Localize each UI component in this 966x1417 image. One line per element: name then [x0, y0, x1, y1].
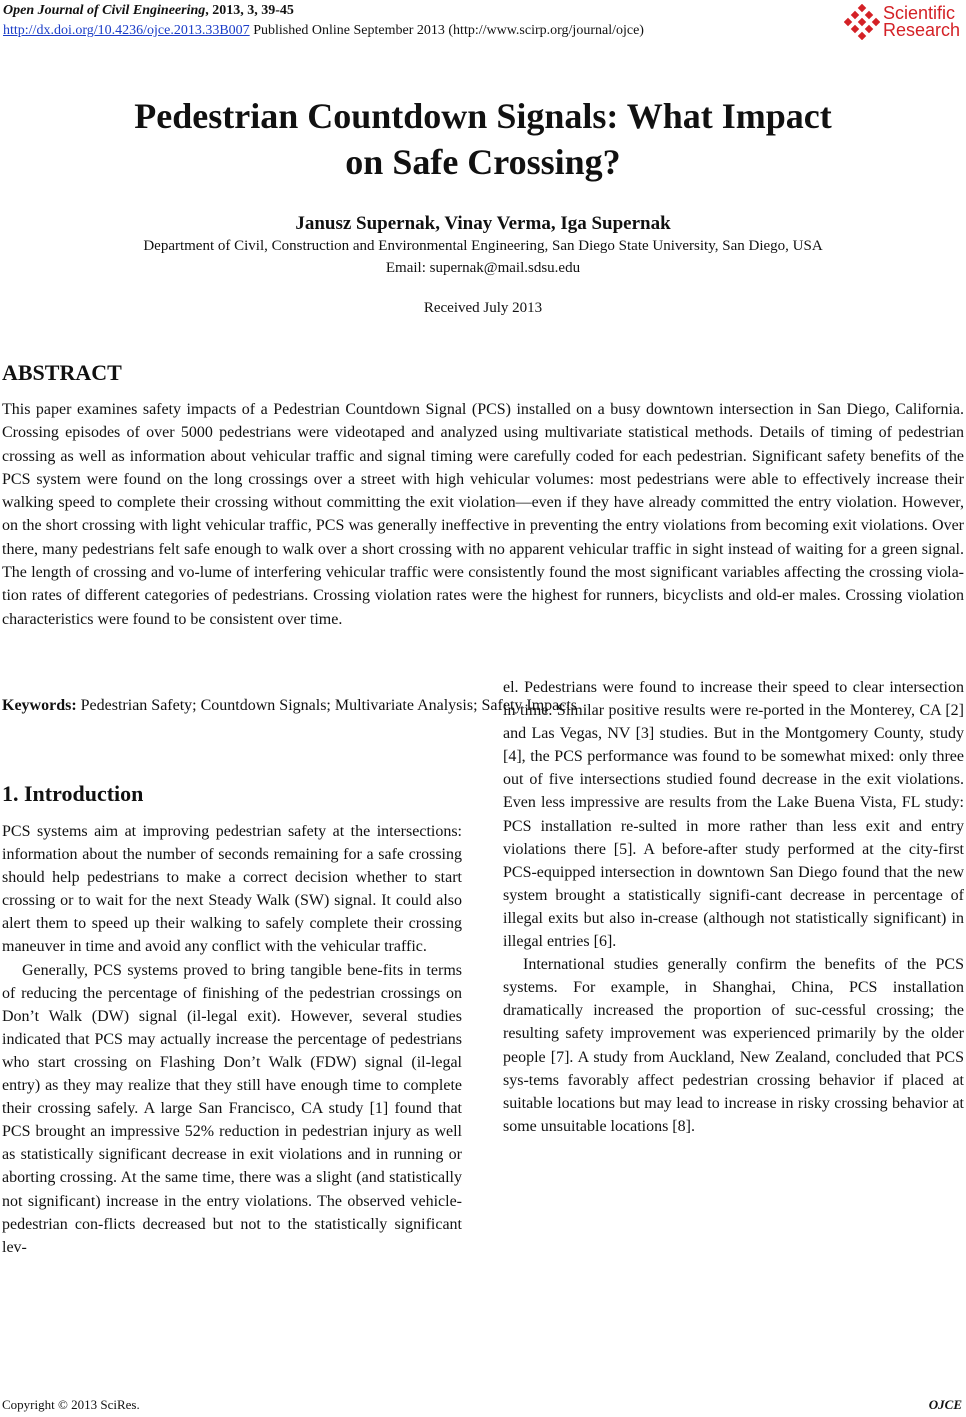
paper-title	[0, 93, 966, 185]
journal-abbreviation: OJCE	[928, 1397, 962, 1412]
scirp-logo-icon	[844, 4, 880, 40]
journal-name: Open Journal of Civil Engineering	[3, 3, 206, 18]
keywords-label: Keywords:	[2, 697, 77, 714]
keywords-text: Pedestrian Safety; Countdown Signals; Multivariate Analysis; Safety Impacts	[76, 697, 578, 714]
journal-citation: , 2013, 3, 39-45	[205, 3, 294, 18]
publisher-logo	[844, 4, 960, 40]
received-date: Received July 2013	[423, 300, 543, 316]
affiliation: Department of Civil, Construction and Environmental Engineering, San Diego State University, San Diego, USA	[143, 238, 823, 254]
section-heading-introduction: 1. Introduction	[2, 781, 144, 806]
doi-line	[3, 21, 644, 41]
intro-paragraph-3: el. Pedestrians were found to increase their speed to clear intersection in time. Similar positive results were re-ported in the Monterey, CA [2] and Las Vegas, NV [3] studies. But in the Montgomery County, study [4], the PCS performance was found to be somewhat mixed: only three out of five intersections studied found decrease in the exit violations. Even less impressive are results from the Lake Buena Vista, FL study: PCS installation re-sulted in more rather than less exit and entry violations there [5]. A before-after study performed at the city-first PCS-equipped intersection in downtown San Diego found that the new system brought a statistically signifi-cant decrease in percentage of illegal exits but also in-crease (although not statistically significant) in illegal entries [6].	[503, 679, 964, 951]
right-column	[503, 676, 964, 1138]
logo-line-2: Research	[882, 20, 960, 40]
title-line-2: on Safe Crossing?	[345, 142, 621, 182]
page-footer	[2, 1397, 962, 1413]
logo-wordmark	[883, 5, 960, 39]
left-column	[2, 820, 462, 1259]
intro-paragraph-4: International studies generally confirm the benefits of the PCS systems. For example, in Shanghai, China, PCS installation dramatically increased the proportion of suc-cessful crossing; the resulting safety improvement was experienced primarily by the older people [7]. A study from Auckland, New Zealand, concluded that PCS sys-tems favorably affect pedestrian crossing behavior if placed at suitable locations but may lead to increase in risky crossing behavior at some unsuitable locations [8].	[503, 956, 964, 1135]
publication-info: Published Online September 2013 (http://www.scirp.org/journal/ojce)	[249, 23, 644, 38]
title-line-1: Pedestrian Countdown Signals: What Impact	[134, 96, 832, 136]
abstract-text: This paper examines safety impacts of a Pedestrian Countdown Signal (PCS) installed on a busy downtown intersection in San Diego, California. Crossing episodes of over 5000 pedestrians were videotaped and analyzed using multivariate statistical methods. Details of timing of pedestrian crossing as well as information about vehicular traffic and signal timing were carefully coded for each pedestrian. Significant safety benefits of the PCS system were found on the long crossings over a street with high vehicular volumes: most pedestrians were able to effectively increase their walking speed to complete their crossing without committing the exit violation—even if they have already committed the entry violation. However, on the short crossing with light vehicular traffic, PCS was generally ineffective in preventing the entry violations from becoming exit violations. Over there, many pedestrians felt safe enough to walk over a short crossing with no apparent vehicular traffic in sight instead of waiting for a green signal. The length of crossing and vo-lume of interfering vehicular traffic were consistently found the most significant variables affecting the crossing viola-tion rates of different categories of pedestrians. Crossing violation rates were the highest for runners, bicyclists and old-er males. Crossing violation characteristics were found to be consistent over time.	[2, 401, 964, 628]
intro-paragraph-1: PCS systems aim at improving pedestrian safety at the intersections: information about the number of seconds remaining for a safe crossing should help pedestrians to make a correct decision whether to start crossing or to wait for the next Steady Walk (SW) signal. It could also alert them to speed up their walking to safely complete their crossing maneuver in time and avoid any conflict with the vehicular traffic.	[2, 823, 462, 956]
abstract-heading: ABSTRACT	[2, 360, 122, 385]
keywords	[2, 697, 577, 715]
authors: Janusz Supernak, Vinay Verma, Iga Supernak	[295, 213, 671, 234]
copyright-notice: Copyright © 2013 SciRes.	[2, 1397, 140, 1412]
author-email: Email: supernak@mail.sdsu.edu	[385, 260, 581, 276]
doi-link[interactable]: http://dx.doi.org/10.4236/ojce.2013.33B007	[3, 23, 250, 38]
logo-line-1: Scientific	[882, 3, 955, 23]
citation-line	[3, 1, 644, 21]
running-header	[3, 1, 644, 41]
intro-paragraph-2: Generally, PCS systems proved to bring tangible bene-fits in terms of reducing the percentage of finishing of the pedestrian crossings on Don’t Walk (DW) signal (il-legal exit). However, several studies indicated that PCS may actually increase the percentage of pedestrians who start crossing on Flashing Don’t Walk (FDW) signal (il-legal entry) as they may realize that they still have enough time to complete their crossing safely. A large San Francisco, CA study [1] found that PCS brought an impressive 52% reduction in pedestrian injury as well as statistically significant decrease in exit violations and in running or aborting crossing. At the same time, there was a slight (and statistically not significant) increase in the entry violations. The observed vehicle-pedestrian con-flicts decreased but not to the statistically significant lev-	[2, 961, 462, 1256]
